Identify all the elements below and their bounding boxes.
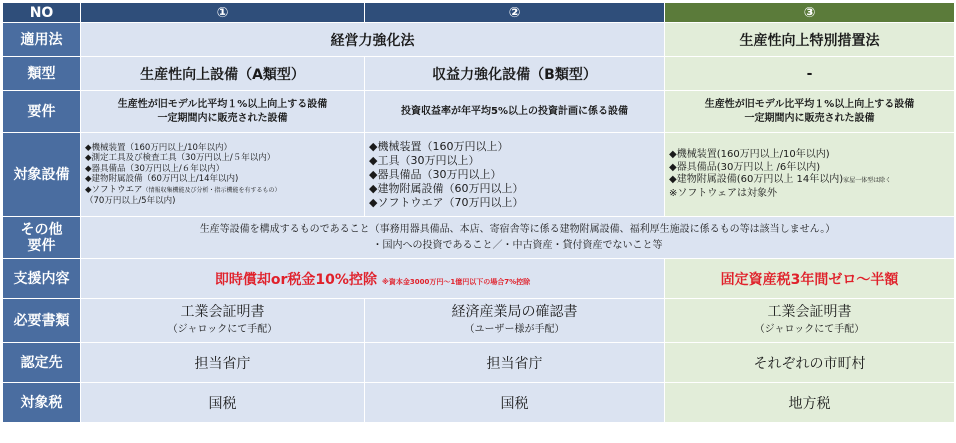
equip-col-1-software-note: （情報収集機能及び分析・指示機能を有するもの）	[142, 186, 281, 194]
req-col-1-line-2: 一定期間内に販売された設備	[157, 112, 288, 124]
row-equipment	[3, 133, 955, 217]
header-col-2: ②	[365, 3, 665, 23]
req-col-3-line-2: 一定期間内に販売された設備	[744, 112, 875, 124]
equip-col-2-item: ◆建物附属設備（60万円以上）	[369, 181, 524, 195]
approver-col-1: 担当省庁	[81, 343, 365, 383]
row-approver	[3, 343, 955, 383]
header-row	[3, 3, 955, 23]
equip-col-2-item: ◆工具（30万円以上）	[369, 153, 480, 167]
docs-col-3	[665, 299, 955, 343]
label-requirements: 要件	[3, 91, 81, 133]
equip-col-2	[365, 133, 665, 217]
req-col-3	[665, 91, 955, 133]
equip-col-3-building: ◆建物附属設備(60万円以上 14年以内)	[669, 174, 844, 185]
tax-col-3: 地方税	[665, 383, 955, 423]
comparison-table	[2, 2, 955, 423]
tax-col-1: 国税	[81, 383, 365, 423]
label-documents: 必要書類	[3, 299, 81, 343]
row-tax	[3, 383, 955, 423]
equip-col-2-item: ◆器具備品（30万円以上）	[369, 167, 502, 181]
equip-col-1-item: （70万円以上/5年以内)	[85, 196, 176, 206]
docs-col-1-title: 工業会証明書	[180, 303, 265, 320]
label-approver: 認定先	[3, 343, 81, 383]
support-main: 即時償却or税金10%控除	[214, 271, 377, 288]
label-other-line-2: 要件	[27, 237, 56, 254]
row-type	[3, 57, 955, 91]
equip-col-1-item	[85, 185, 360, 197]
row-law	[3, 23, 955, 57]
equip-col-3-building-note: 家屋一体型は除く	[843, 177, 892, 184]
other-requirements-text	[81, 217, 955, 259]
docs-col-2	[365, 299, 665, 343]
equip-col-3-item	[669, 174, 950, 188]
equip-col-1-item: ◆建物附属設備（60万円以上/14年以内)	[85, 174, 239, 184]
label-equipment: 対象設備	[3, 133, 81, 217]
equip-col-1-item: ◆測定工具及び検査工具（30万円以上/５年以内）	[85, 153, 276, 163]
req-col-2: 投資収益率が年平均5%以上の投資計画に係る設備	[365, 91, 665, 133]
equip-col-3-item: ◆機械装置(160万円以上/10年以内)	[669, 149, 830, 160]
header-col-3: ③	[665, 3, 955, 23]
req-col-1	[81, 91, 365, 133]
support-col-3	[665, 259, 955, 299]
equip-col-1-item: ◆機械装置（160万円以上/10年以内）	[85, 142, 232, 153]
equip-col-2-item: ◆ソフトウエア（70万円以上）	[369, 195, 524, 209]
label-other-requirements	[3, 217, 81, 259]
equip-col-3-item: ※ソフトウェアは対象外	[669, 187, 777, 199]
docs-col-3-sub: （ジャロックにて手配）	[754, 323, 865, 335]
row-requirements	[3, 91, 955, 133]
support-note: ※資本金3000万円～1億円以下の場合7%控除	[382, 277, 531, 286]
row-documents	[3, 299, 955, 343]
docs-col-2-title: 経済産業局の確認書	[451, 303, 578, 320]
label-law: 適用法	[3, 23, 81, 57]
req-col-3-line-1: 生産性が旧モデル比平均１%以上向上する設備	[704, 98, 915, 110]
other-line-2: ・国内への投資であること／・中古資産・貸付資産でないこと等	[372, 239, 663, 251]
type-col-3: -	[665, 57, 955, 91]
equip-col-1-software: ◆ソフトウエア	[85, 184, 143, 195]
approver-col-3: それぞれの市町村	[665, 343, 955, 383]
docs-col-3-title: 工業会証明書	[767, 303, 852, 320]
equip-col-1	[81, 133, 365, 217]
type-col-2: 収益力強化設備（B類型）	[365, 57, 665, 91]
law-col-3: 生産性向上特別措置法	[665, 23, 955, 57]
equip-col-2-item: ◆機械装置（160万円以上）	[369, 139, 509, 153]
label-support: 支援内容	[3, 259, 81, 299]
equip-col-3-item: ◆器具備品(30万円以上 /6年以内)	[669, 161, 821, 173]
header-no: NO	[3, 3, 81, 23]
docs-col-2-sub: （ユーザー様が手配）	[464, 323, 565, 335]
req-col-1-line-1: 生産性が旧モデル比平均１%以上向上する設備	[117, 98, 328, 110]
header-col-1: ①	[81, 3, 365, 23]
support-col-3-text: 固定資産税3年間ゼロ～半額	[720, 271, 899, 288]
label-tax: 対象税	[3, 383, 81, 423]
equip-col-3	[665, 133, 955, 217]
law-merged: 経営力強化法	[81, 23, 665, 57]
row-support	[3, 259, 955, 299]
label-type: 類型	[3, 57, 81, 91]
support-merged	[81, 259, 665, 299]
docs-col-1-sub: （ジャロックにて手配）	[167, 323, 278, 335]
tax-col-2: 国税	[365, 383, 665, 423]
approver-col-2: 担当省庁	[365, 343, 665, 383]
equip-col-1-item: ◆器具備品（30万円以上/６年以内）	[85, 163, 225, 174]
row-other-requirements	[3, 217, 955, 259]
docs-col-1	[81, 299, 365, 343]
type-col-1: 生産性向上設備（A類型）	[81, 57, 365, 91]
label-other-line-1: その他	[20, 221, 63, 238]
other-line-1: 生産等設備を構成するものであること（事務用器具備品、本店、寄宿舎等に係る建物附属設備、福利厚生施設に係るもの等は該当しません。）	[199, 223, 836, 235]
